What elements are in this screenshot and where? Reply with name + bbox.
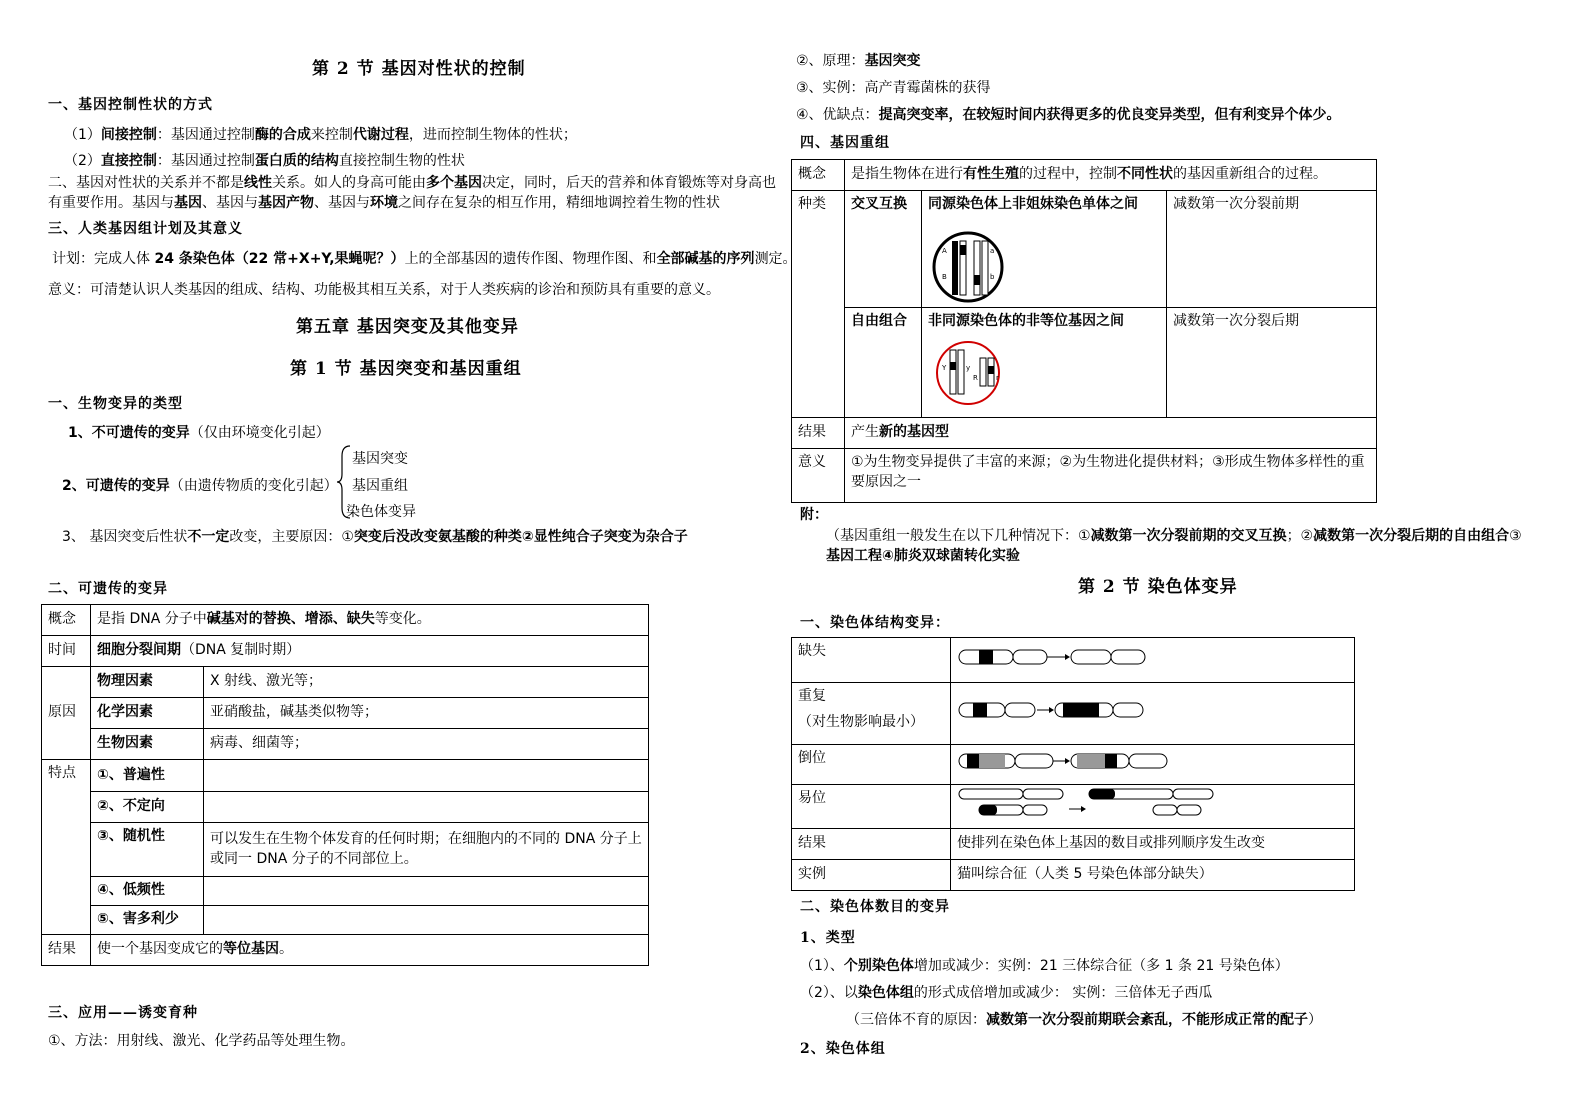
triploid-note: （三倍体不育的原因：减数第一次分裂前期联会紊乱，不能形成正常的配子） [846, 1012, 1322, 1028]
row-label: 易位 [792, 785, 951, 829]
row-label: 意义 [792, 449, 845, 503]
variation-item-gene-mutation: 基因突变 [352, 451, 408, 467]
gene-label: b [990, 273, 995, 281]
gene-trait-relation-line1: 二、基因对性状的关系并不都是线性关系。如人的身高可能由多个基因决定，同时，后天的营养和体育锻炼等对身高也 [48, 175, 776, 191]
row-label: 结果 [792, 418, 845, 449]
recombination-table [791, 159, 1377, 503]
heading-structure-variation: 一、染色体结构变异： [800, 615, 950, 631]
kind-name: 交叉互换 [845, 191, 922, 308]
heritable-variation: 2、可遗传的变异（由遗传物质的变化引起） [62, 478, 338, 494]
principle-line: ②、原理：基因突变 [796, 53, 921, 69]
kind-name: 自由组合 [845, 308, 922, 418]
row-label: 原因 [42, 667, 91, 760]
note-label: 附： [800, 507, 828, 523]
kind-desc: 同源染色体上非姐妹染色单体之间 A a B b [922, 191, 1167, 308]
mutation-trait-note: 3、 基因突变后性状不一定改变，主要原因：①突变后没改变氨基酸的种类②显性纯合子突变为杂合子 [62, 529, 688, 545]
row-label: 重复 （对生物影响最小） [792, 683, 951, 745]
pros-cons-line: ④、优缺点：提高突变率，在较短时间内获得更多的优良变异类型，但有利变异个体少。 [796, 107, 1341, 123]
heading-types: 1、类型 [800, 930, 856, 946]
mutation-table [41, 604, 649, 966]
result-cell: 使一个基因变成它的等位基因。 [91, 934, 649, 965]
row-label: 概念 [42, 605, 91, 636]
method-line: ①、方法：用射线、激光、化学药品等处理生物。 [48, 1033, 355, 1049]
concept-cell: 是指 DNA 分子中碱基对的替换、增添、缺失等变化。 [91, 605, 649, 636]
duplication-diagram-cell [951, 683, 1355, 745]
section-title: 第 2 节 基因对性状的控制 [312, 59, 526, 79]
feature-key: ②、不定向 [91, 792, 204, 823]
cause-key: 生物因素 [91, 729, 204, 760]
feature-value [204, 792, 649, 823]
note-line2: 基因工程④肺炎双球菌转化实验 [826, 548, 1020, 564]
independent-assortment-diagram [930, 340, 1010, 406]
feature-value [204, 906, 649, 935]
cause-value: X 射线、激光等； [204, 667, 649, 698]
structure-result: 使排列在染色体上基因的数目或排列顺序发生改变 [951, 828, 1355, 859]
translocation-diagram-cell [951, 785, 1355, 829]
deletion-diagram-cell [951, 638, 1355, 683]
variation-item-chromosome: 染色体变异 [346, 504, 416, 520]
chapter-title: 第五章 基因突变及其他变异 [296, 317, 519, 337]
heading-genome-project: 三、人类基因组计划及其意义 [48, 221, 243, 237]
kind-desc: 非同源染色体的非等位基因之间 Y y R r [922, 308, 1167, 418]
feature-key: ⑤、害多利少 [91, 906, 204, 935]
time-cell: 细胞分裂间期（DNA 复制时期） [91, 636, 649, 667]
result-cell: 产生新的基因型 [845, 418, 1377, 449]
variation-item-recombination: 基因重组 [352, 478, 408, 494]
row-label: 结果 [42, 934, 91, 965]
inversion-diagram [957, 750, 1177, 772]
section-title-mutation: 第 1 节 基因突变和基因重组 [290, 359, 522, 379]
meaning-cell: ①为生物变异提供了丰富的来源；②为生物进化提供材料；③形成生物体多样性的重要原因之一 [845, 449, 1377, 503]
genome-meaning: 意义：可清楚认识人类基因的组成、结构、功能极其相互关系，对于人类疾病的诊治和预防具有重要的意义。 [48, 282, 720, 298]
row-label: 概念 [792, 160, 845, 191]
gene-label: R [973, 374, 978, 382]
feature-key: ③、随机性 [91, 823, 204, 877]
gene-trait-relation-line2: 有重要作用。基因与基因、基因与基因产物、基因与环境之间存在复杂的相互作用，精细地调控着生物的性状 [48, 195, 720, 211]
row-label: 缺失 [792, 638, 951, 683]
row-label: 倒位 [792, 745, 951, 785]
row-label: 实例 [792, 859, 951, 890]
row-label: 种类 [792, 191, 845, 418]
kind-time: 减数第一次分裂前期 [1167, 191, 1377, 308]
cause-value: 病毒、细菌等； [204, 729, 649, 760]
inversion-diagram-cell [951, 745, 1355, 785]
section-title-chromosome: 第 2 节 染色体变异 [1078, 577, 1238, 597]
gene-label: Y [942, 364, 947, 372]
gene-label: B [942, 273, 947, 281]
gene-label: y [966, 364, 971, 372]
gene-label: r [996, 374, 999, 382]
row-label: 时间 [42, 636, 91, 667]
genome-plan: 计划：完成人体 24 条染色体（22 常+X+Y,果蝇呢？）上的全部基因的遗传作图、物理作图、和全部碱基的序列测定。 [52, 251, 797, 267]
row-label: 结果 [792, 828, 951, 859]
cause-key: 物理因素 [91, 667, 204, 698]
heading-application: 三、应用——诱变育种 [48, 1005, 198, 1021]
heading-control-methods: 一、基因控制性状的方式 [48, 97, 213, 113]
deletion-diagram [957, 646, 1157, 668]
row-label: 特点 [42, 760, 91, 935]
feature-value: 可以发生在生物个体发育的任何时期；在细胞内的不同的 DNA 分子上或同一 DNA 分子的不同部位上。 [204, 823, 649, 877]
heading-recombination: 四、基因重组 [800, 135, 890, 151]
note-line1: （基因重组一般发生在以下几种情况下：①减数第一次分裂前期的交叉互换；②减数第一次分裂后期的自由组合③ [826, 528, 1522, 544]
duplication-diagram [957, 699, 1157, 721]
non-heritable-variation: 1、不可遗传的变异（仅由环境变化引起） [68, 425, 330, 441]
concept-cell: 是指生物体在进行有性生殖的过程中，控制不同性状的基因重新组合的过程。 [845, 160, 1377, 191]
feature-value [204, 877, 649, 906]
gene-label: A [942, 247, 947, 255]
heading-variation-types: 一、生物变异的类型 [48, 396, 183, 412]
heading-heritable: 二、可遗传的变异 [48, 581, 168, 597]
feature-key: ④、低频性 [91, 877, 204, 906]
example-line: ③、实例：高产青霉菌株的获得 [796, 80, 991, 96]
type-individual: （1）、个别染色体增加或减少：实例：21 三体综合征（多 1 条 21 号染色体） [800, 958, 1289, 974]
kind-time: 减数第一次分裂后期 [1167, 308, 1377, 418]
translocation-diagram [957, 787, 1227, 819]
heading-number-variation: 二、染色体数目的变异 [800, 899, 950, 915]
crossing-over-diagram [930, 231, 1010, 303]
feature-value [204, 760, 649, 792]
cause-value: 亚硝酸盐，碱基类似物等； [204, 698, 649, 729]
cause-key: 化学因素 [91, 698, 204, 729]
indirect-control-line: （1）间接控制：基因通过控制酶的合成来控制代谢过程，进而控制生物体的性状； [64, 127, 577, 143]
type-set: （2）、以染色体组的形式成倍增加或减少： 实例：三倍体无子西瓜 [800, 985, 1213, 1001]
structure-example: 猫叫综合征（人类 5 号染色体部分缺失） [951, 859, 1355, 890]
chromosome-structure-table [791, 637, 1355, 891]
heading-chromosome-set: 2、染色体组 [800, 1041, 886, 1057]
gene-label: a [990, 247, 995, 255]
direct-control-line: （2）直接控制：基因通过控制蛋白质的结构直接控制生物的性状 [64, 153, 465, 169]
feature-key: ①、普遍性 [91, 760, 204, 792]
